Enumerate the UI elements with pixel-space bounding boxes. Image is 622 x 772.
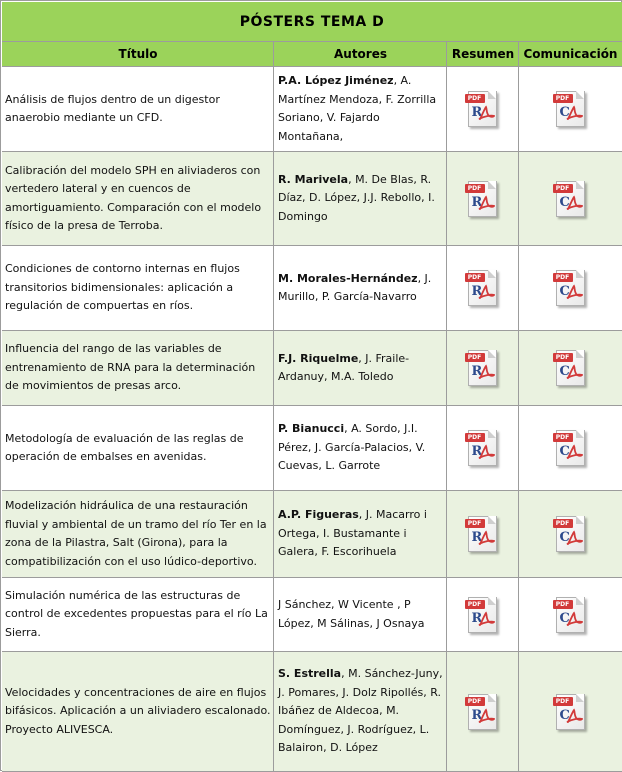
pdf-comunicacion-icon[interactable] — [553, 268, 589, 308]
authors-text — [278, 171, 443, 227]
pdf-badge: PDF — [553, 600, 573, 609]
pdf-badge: PDF — [553, 519, 573, 528]
pdf-resumen-icon[interactable] — [465, 348, 501, 388]
resumen-cell — [447, 331, 519, 405]
pdf-resumen-icon[interactable] — [465, 179, 501, 219]
pdf-badge: PDF — [553, 697, 573, 706]
poster-title — [2, 331, 274, 405]
poster-title-text: Análisis de flujos dentro de un digestor anaerobio mediante un CFD. — [5, 92, 220, 124]
page-fold-shape — [488, 350, 496, 358]
poster-title-text: Modelización hidráulica de una restauración fluvial y ambiental de un tramo del río Ter en la zona de la Pilastra, Salt (Girona), para la compatibilización con el uso lúdico-deportivo. — [5, 499, 267, 568]
pdf-letter: C — [559, 610, 570, 626]
header-divider — [518, 42, 519, 67]
presenting-author: S. Estrella — [278, 667, 342, 681]
pdf-comunicacion-icon[interactable] — [553, 348, 589, 388]
poster-title-text: Condiciones de contorno internas en flujos transitorios bidimensionales: aplicación a regulación de compuertas en ríos. — [5, 262, 240, 313]
header-divider — [273, 42, 274, 67]
pdf-badge: PDF — [553, 353, 573, 362]
pdf-letter: R — [471, 610, 483, 626]
acrobat-swirl-icon — [565, 195, 583, 211]
pdf-resumen-icon[interactable] — [465, 428, 501, 468]
presenting-author: P.A. López Jiménez — [278, 74, 394, 87]
comunicacion-cell — [519, 331, 622, 405]
pdf-badge: PDF — [465, 184, 485, 193]
pdf-badge: PDF — [553, 273, 573, 282]
comunicacion-cell — [519, 67, 622, 151]
poster-title — [2, 152, 274, 245]
resumen-cell — [447, 246, 519, 330]
pdf-badge: PDF — [465, 94, 485, 103]
authors-text — [278, 270, 443, 307]
header-resumen: Resumen — [447, 42, 519, 67]
comunicacion-cell — [519, 246, 622, 330]
poster-title-text: Velocidades y concentraciones de aire en flujos bifásicos. Aplicación a un aliviadero escalonado. Proyecto ALIVESCA. — [5, 685, 271, 736]
pdf-letter: C — [559, 444, 570, 459]
page-fold-shape — [576, 597, 584, 605]
acrobat-swirl-icon — [477, 708, 495, 724]
poster-authors — [274, 491, 447, 577]
pdf-comunicacion-icon[interactable] — [553, 428, 589, 468]
table-row — [2, 406, 622, 491]
poster-title-text: Metodología de evaluación de las reglas de operación de embalses en avenidas. — [5, 431, 244, 463]
pdf-badge: PDF — [465, 697, 485, 706]
co-authors: , A. Martínez Mendoza, F. Zorrilla Soriano, V. Fajardo Montañana, — [278, 74, 437, 143]
pdf-letter: R — [471, 364, 483, 379]
acrobat-swirl-icon — [477, 364, 495, 380]
page-fold-shape — [576, 430, 584, 438]
acrobat-swirl-icon — [477, 284, 495, 300]
resumen-cell — [447, 578, 519, 651]
pdf-badge: PDF — [465, 519, 485, 528]
pdf-comunicacion-icon[interactable] — [553, 595, 589, 635]
acrobat-swirl-icon — [565, 105, 583, 121]
page-fold-shape — [488, 516, 496, 524]
table-row — [2, 652, 622, 772]
resumen-cell — [447, 67, 519, 151]
comunicacion-cell — [519, 578, 622, 651]
acrobat-swirl-icon — [565, 708, 583, 724]
pdf-comunicacion-icon[interactable] — [553, 514, 589, 554]
pdf-badge: PDF — [465, 273, 485, 282]
poster-authors — [274, 578, 447, 651]
pdf-badge: PDF — [465, 600, 485, 609]
page-fold-shape — [488, 694, 496, 702]
acrobat-swirl-icon — [565, 284, 583, 300]
page-fold-shape — [576, 350, 584, 358]
resumen-cell — [447, 652, 519, 771]
pdf-resumen-icon[interactable] — [465, 692, 501, 732]
pdf-badge: PDF — [553, 184, 573, 193]
co-authors: , J. Fraile-Ardanuy, M.A. Toledo — [278, 351, 410, 383]
acrobat-swirl-icon — [565, 444, 583, 460]
poster-authors — [274, 67, 447, 151]
acrobat-swirl-icon — [565, 530, 583, 546]
pdf-badge: PDF — [553, 433, 573, 442]
presenting-author: P. Bianucci — [278, 422, 345, 436]
pdf-comunicacion-icon[interactable] — [553, 179, 589, 219]
pdf-letter: R — [471, 530, 483, 545]
page-fold-shape — [488, 597, 496, 605]
co-authors: J Sánchez, W Vicente , P López, M Sálinas, J Osnaya — [278, 598, 425, 630]
comunicacion-cell — [519, 406, 622, 490]
comunicacion-cell — [519, 652, 622, 771]
poster-title — [2, 406, 274, 490]
authors-text — [278, 665, 443, 758]
authors-text — [278, 596, 443, 633]
poster-title-text: Influencia del rango de las variables de entrenamiento de RNA para la determinación de movimientos de presas arco. — [5, 342, 256, 393]
pdf-comunicacion-icon[interactable] — [553, 692, 589, 732]
pdf-resumen-icon[interactable] — [465, 268, 501, 308]
acrobat-swirl-icon — [565, 364, 583, 380]
resumen-cell — [447, 491, 519, 577]
presenting-author: R. Marivela — [278, 172, 349, 186]
table-title: PÓSTERS TEMA D — [2, 2, 622, 42]
pdf-letter: C — [559, 105, 570, 120]
acrobat-swirl-icon — [477, 530, 495, 546]
pdf-letter: C — [559, 194, 570, 210]
authors-text — [278, 420, 443, 476]
poster-title — [2, 246, 274, 330]
page-fold-shape — [488, 91, 496, 99]
pdf-letter: R — [471, 444, 483, 459]
page-fold-shape — [576, 181, 584, 189]
table-row — [2, 246, 622, 331]
pdf-resumen-icon[interactable] — [465, 514, 501, 554]
poster-title — [2, 67, 274, 151]
co-authors: , A. Sordo, J.I. Pérez, J. García-Palacios, V. Cuevas, L. Garrote — [278, 422, 426, 473]
authors-text — [278, 506, 443, 562]
pdf-letter: C — [559, 707, 570, 723]
pdf-letter: R — [471, 105, 483, 120]
presenting-author: A.P. Figueras — [278, 508, 359, 522]
pdf-resumen-icon[interactable] — [465, 89, 501, 129]
page-fold-shape — [488, 430, 496, 438]
table-row — [2, 152, 622, 246]
acrobat-swirl-icon — [477, 195, 495, 211]
header-divider — [446, 42, 447, 67]
pdf-letter: C — [559, 284, 570, 299]
table-row — [2, 331, 622, 406]
pdf-letter: R — [471, 284, 483, 299]
pdf-badge: PDF — [553, 94, 573, 103]
pdf-letter: R — [471, 707, 483, 723]
poster-title-text: Simulación numérica de las estructuras de control de excedentes propuestas para el río La Sierra. — [5, 588, 268, 639]
pdf-letter: C — [559, 364, 570, 379]
poster-title — [2, 578, 274, 651]
co-authors: , M. De Blas, R. Díaz, D. López, J.J. Rebollo, I. Domingo — [278, 172, 435, 223]
resumen-cell — [447, 152, 519, 245]
page-fold-shape — [576, 516, 584, 524]
acrobat-swirl-icon — [477, 105, 495, 121]
poster-title — [2, 491, 274, 577]
resumen-cell — [447, 406, 519, 490]
page-fold-shape — [576, 91, 584, 99]
header-comunicacion: Comunicación — [519, 42, 622, 67]
page-fold-shape — [488, 270, 496, 278]
pdf-letter: C — [559, 530, 570, 545]
pdf-badge: PDF — [465, 353, 485, 362]
page-fold-shape — [488, 181, 496, 189]
table-row — [2, 578, 622, 652]
page-fold-shape — [576, 270, 584, 278]
pdf-badge: PDF — [465, 433, 485, 442]
comunicacion-cell — [519, 491, 622, 577]
acrobat-swirl-icon — [565, 611, 583, 627]
authors-text — [278, 350, 443, 387]
header-autores: Autores — [274, 42, 447, 67]
poster-authors — [274, 152, 447, 245]
co-authors: , J. Murillo, P. García-Navarro — [278, 271, 432, 303]
poster-authors — [274, 652, 447, 771]
acrobat-swirl-icon — [477, 444, 495, 460]
presenting-author: F.J. Riquelme — [278, 351, 359, 365]
presenting-author: M. Morales-Hernández — [278, 271, 418, 285]
poster-authors — [274, 331, 447, 405]
poster-authors — [274, 246, 447, 330]
authors-text — [278, 72, 443, 146]
table-row — [2, 491, 622, 578]
acrobat-swirl-icon — [477, 611, 495, 627]
comunicacion-cell — [519, 152, 622, 245]
poster-title — [2, 652, 274, 771]
page-fold-shape — [576, 694, 584, 702]
poster-authors — [274, 406, 447, 490]
pdf-letter: R — [471, 194, 483, 210]
header-titulo: Título — [2, 42, 274, 67]
pdf-comunicacion-icon[interactable] — [553, 89, 589, 129]
pdf-resumen-icon[interactable] — [465, 595, 501, 635]
poster-title-text: Calibración del modelo SPH en aliviaderos con vertedero lateral y en cuencos de amortiguamiento. Comparación con el modelo físico de la presa de Terroba. — [5, 163, 262, 232]
co-authors: , M. Sánchez-Juny, J. Pomares, J. Dolz Ripollés, R. Ibáñez de Aldecoa, M. Domínguez, J. Rodríguez, L. Balairon, D. López — [278, 667, 443, 755]
co-authors: , J. Macarro i Ortega, I. Bustamante i Galera, F. Escorihuela — [278, 508, 427, 559]
table-row — [2, 67, 622, 152]
